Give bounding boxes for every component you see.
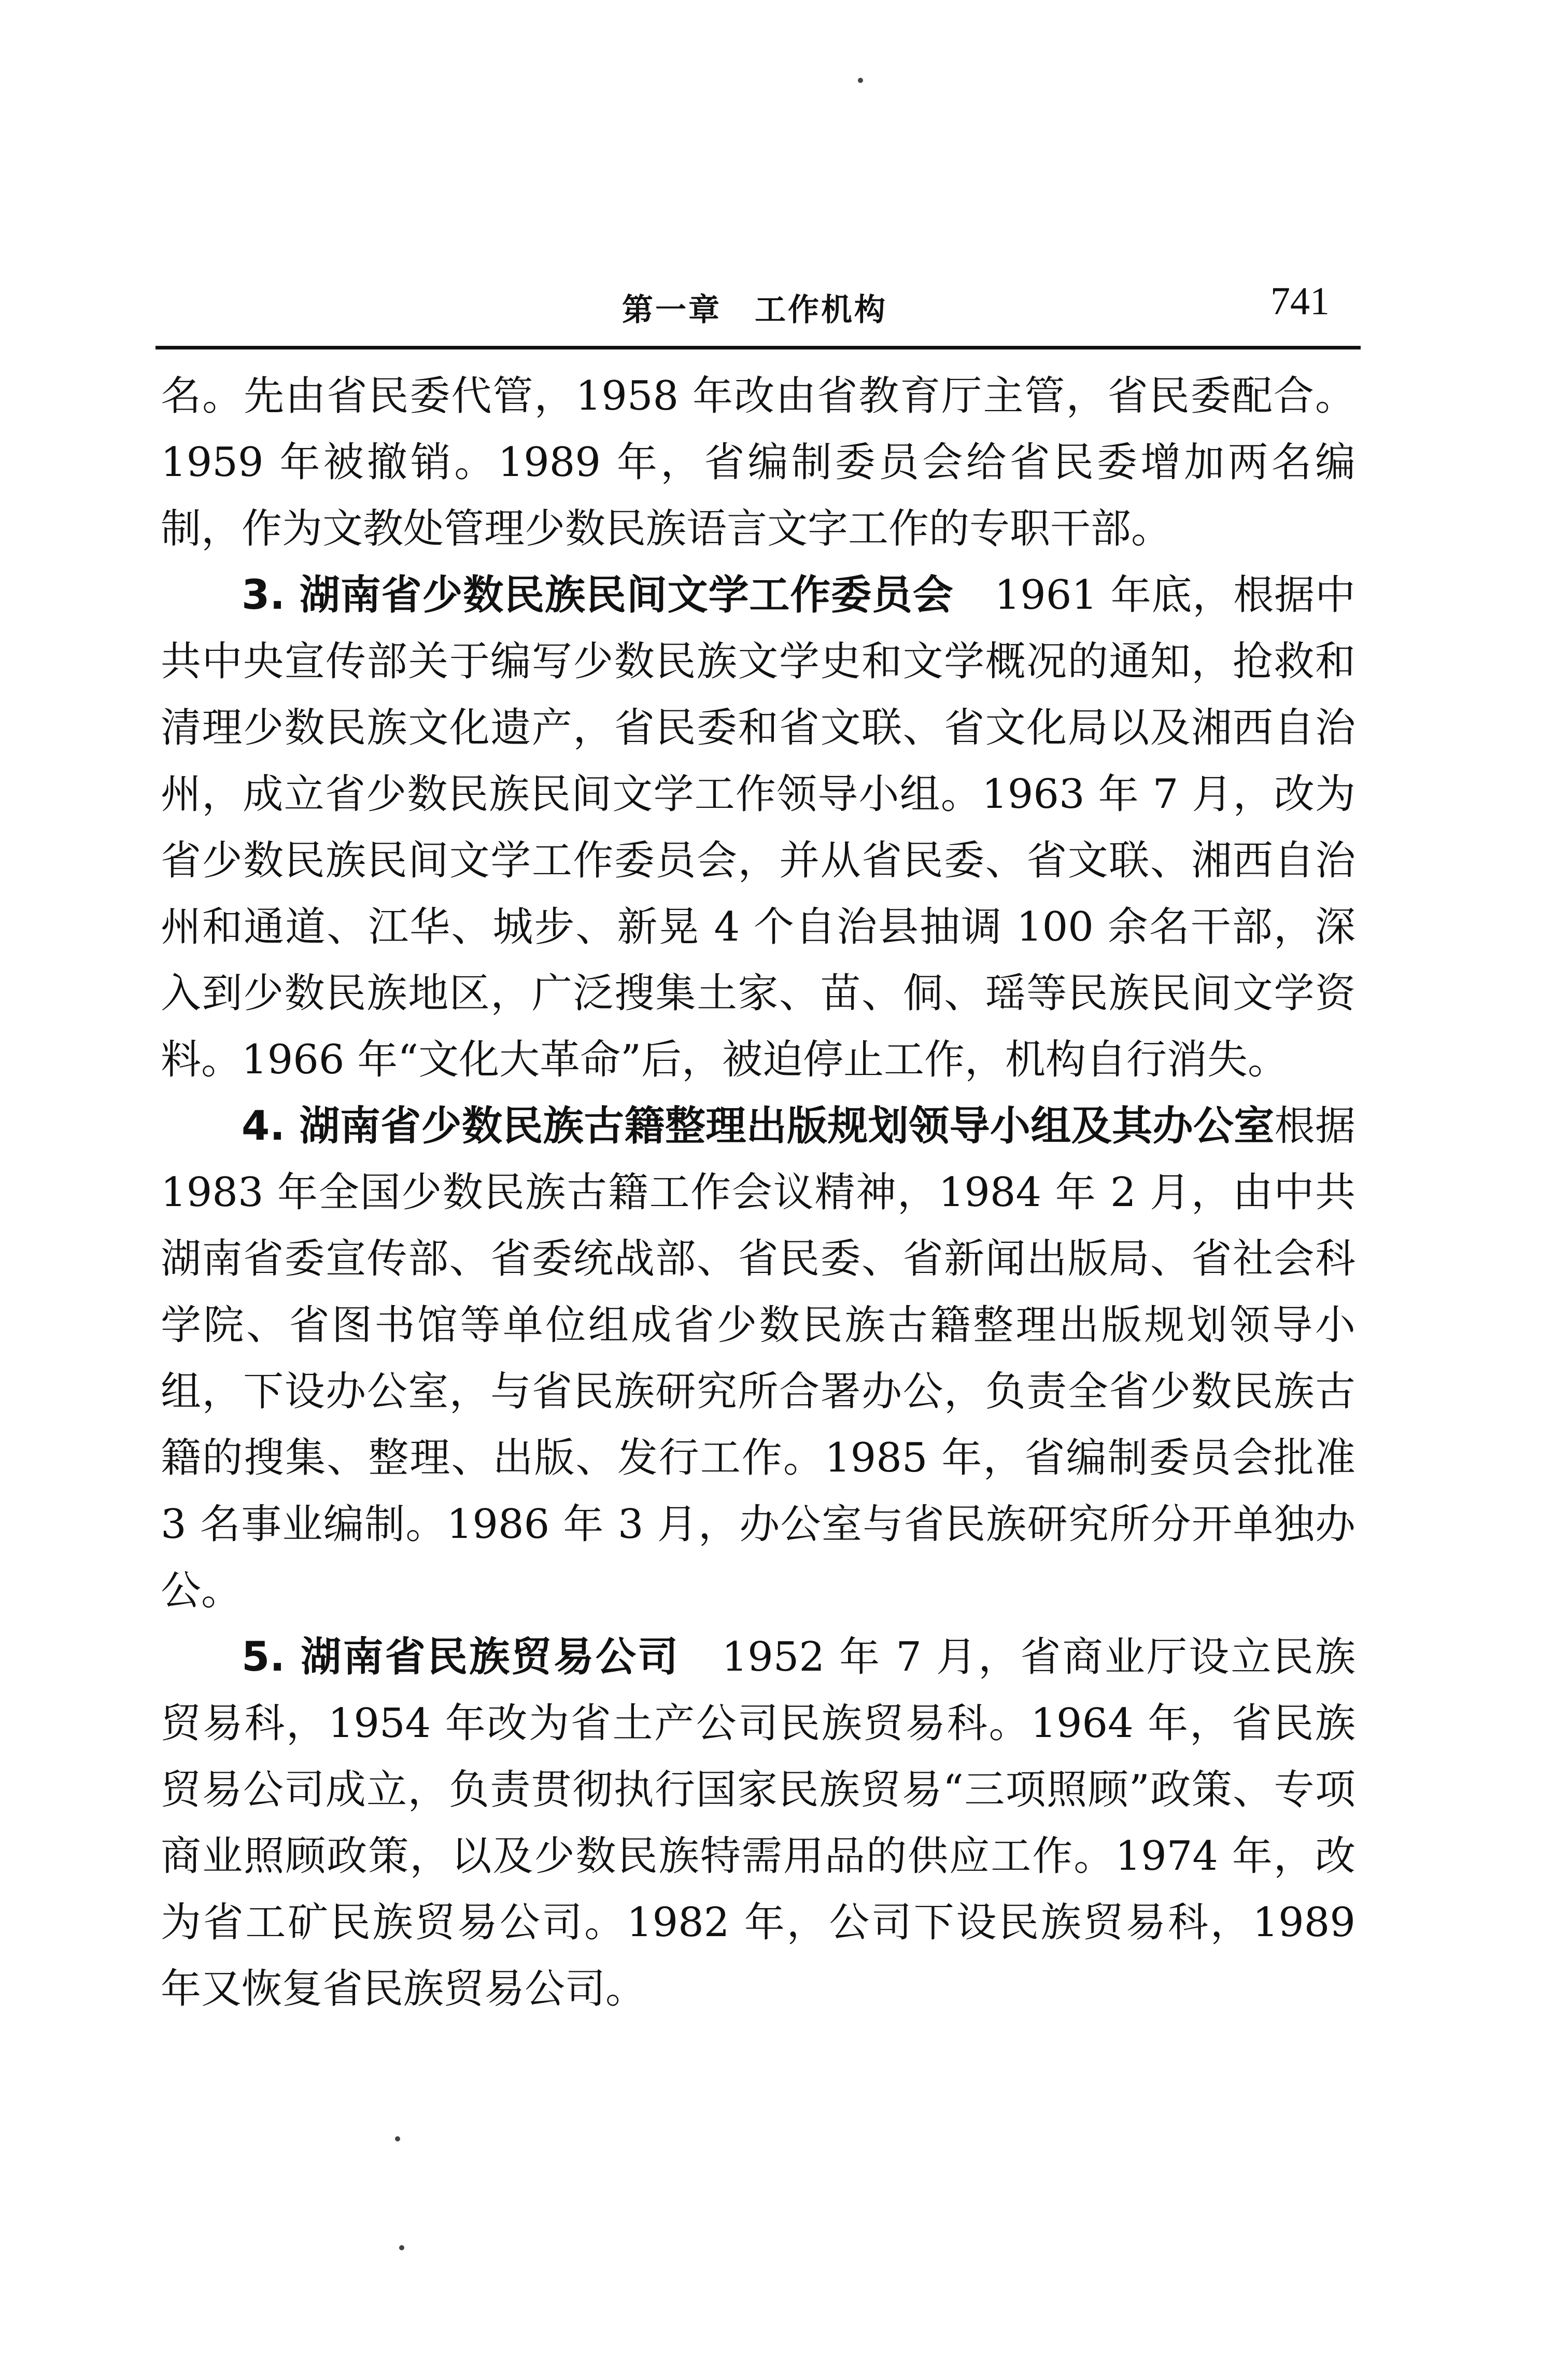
section-heading: 4. 湖南省少数民族古籍整理出版规划领导小组及其办公室	[242, 1103, 1275, 1150]
scan-speck	[399, 2245, 404, 2250]
paragraph-text: 1961 年底，根据中共中央宣传部关于编写少数民族文学史和文学概况的通知，抢救和清理少数民族文化遗产，省民委和省文联、省文化局以及湘西自治州，成立省少数民族民间文学工作领导小组。1963 年 7 月，改为省少数民族民间文学工作委员会，并从省民委、省文联、湘西自治州和通道、江华、城步、新晃 4 个自治县抽调 100 余名干部，深入到少数民族地区，广泛搜集土家、苗、侗、瑶等民族民间文学资料。1966 年“文化大革命”后，被迫停止工作，机构自行消失。	[161, 572, 1355, 1083]
body-text	[161, 363, 1355, 2022]
scan-speck	[858, 78, 863, 83]
chapter-title: 第一章 工作机构	[622, 292, 887, 328]
section-heading: 5. 湖南省民族贸易公司	[242, 1634, 680, 1680]
running-head	[156, 270, 1361, 342]
header-rule	[156, 346, 1361, 349]
section-heading: 3. 湖南省少数民族民间文学工作委员会	[242, 572, 954, 619]
scan-speck	[395, 2136, 400, 2141]
paragraph-text: 1952 年 7 月，省商业厅设立民族贸易科，1954 年改为省土产公司民族贸易科。1964 年，省民族贸易公司成立，负责贯彻执行国家民族贸易“三项照顾”政策、专项商业照顾政策，以及少数民族特需用品的供应工作。1974 年，改为省工矿民族贸易公司。1982 年，公司下设民族贸易科，1989 年又恢复省民族贸易公司。	[161, 1634, 1356, 2012]
page-number: 741	[1270, 279, 1330, 323]
paragraph-continuation	[161, 363, 1355, 562]
paragraph-section-5	[161, 1624, 1355, 2022]
paragraph-text: 根据 1983 年全国少数民族古籍工作会议精神，1984 年 2 月，由中共湖南省委宣传部、省委统战部、省民委、省新闻出版局、省社会科学院、省图书馆等单位组成省少数民族古籍整理出版规划领导小组，下设办公室，与省民族研究所合署办公，负责全省少数民族古籍的搜集、整理、出版、发行工作。1985 年，省编制委员会批准 3 名事业编制。1986 年 3 月，办公室与省民族研究所分开单独办公。	[161, 1103, 1355, 1614]
paragraph-section-3	[161, 562, 1355, 1093]
paragraph-section-4	[161, 1093, 1355, 1624]
paragraph-text: 名。先由省民委代管，1958 年改由省教育厅主管，省民委配合。1959 年被撤销。1989 年，省编制委员会给省民委增加两名编制，作为文教处管理少数民族语言文字工作的专职干部。	[161, 373, 1355, 552]
